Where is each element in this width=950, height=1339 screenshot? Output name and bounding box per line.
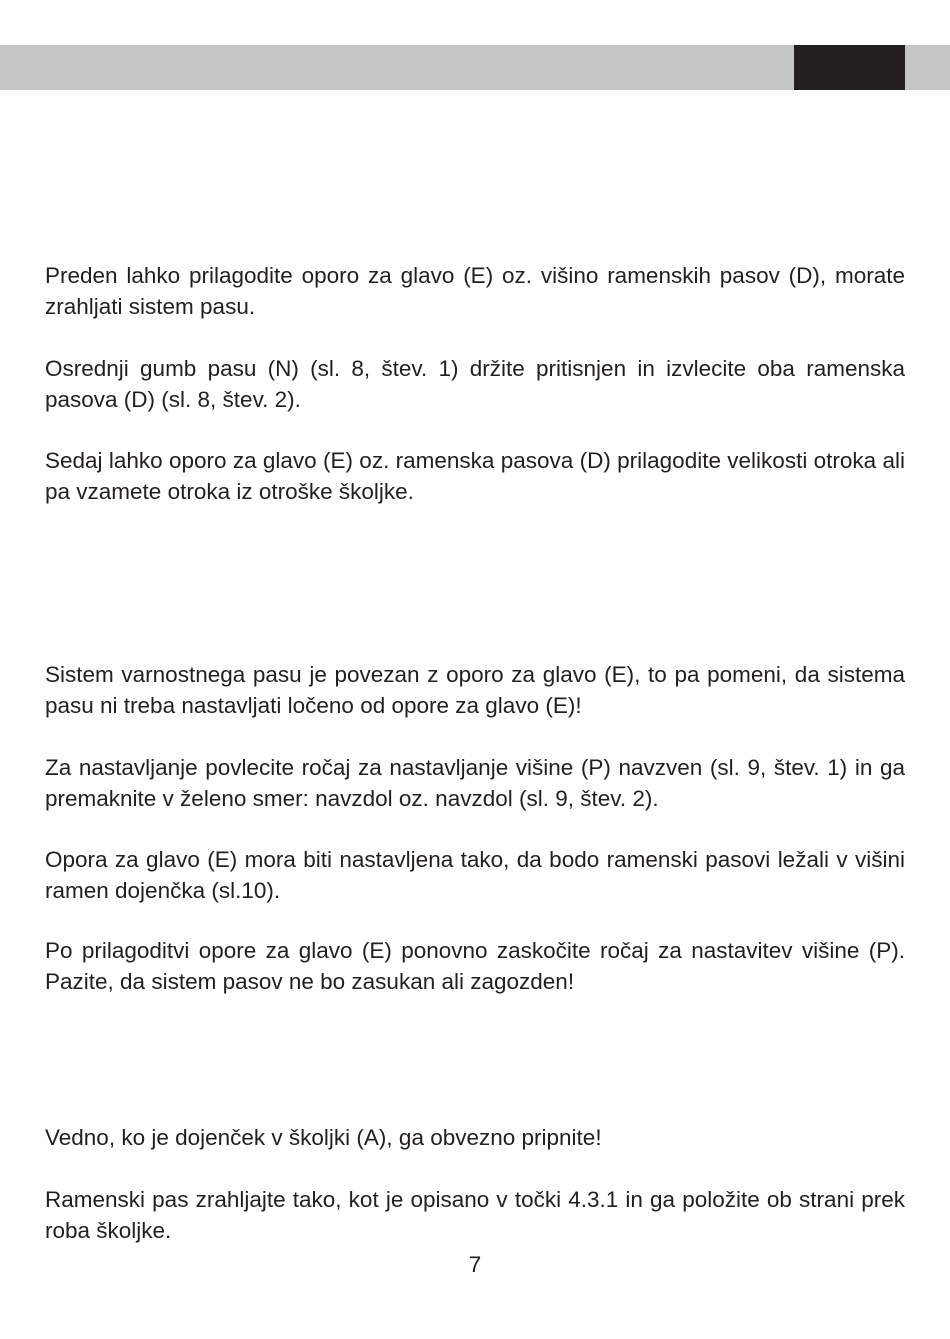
page-number: 7 bbox=[468, 1252, 482, 1277]
paragraph-release-button: Osrednji gumb pasu (N) (sl. 8, štev. 1) držite pritisnjen in izvlecite oba ramenska pasova (D) (sl. 8, štev. 2). bbox=[45, 356, 905, 412]
paragraph-always-buckle: Vedno, ko je dojenček v školjki (A), ga obvezno pripnite! bbox=[45, 1125, 602, 1150]
paragraph-adjust-size: Sedaj lahko oporo za glavo (E) oz. ramenska pasova (D) prilagodite velikosti otroka ali pa vzamete otroka iz otroške školjke. bbox=[45, 448, 905, 504]
header-tab-block bbox=[794, 45, 905, 90]
paragraph-harness-linked: Sistem varnostnega pasu je povezan z oporo za glavo (E), to pa pomeni, da sistema pasu ni treba nastavljati ločeno od opore za glavo (E)! bbox=[45, 662, 905, 718]
paragraph-adjust-intro: Preden lahko prilagodite oporo za glavo (E) oz. višino ramenskih pasov (D), morate zrahljati sistem pasu. bbox=[45, 263, 905, 319]
paragraph-lock-handle: Po prilagoditvi opore za glavo (E) ponovno zaskočite ročaj za nastavitev višine (P). Pazite, da sistem pasov ne bo zasukan ali zagozden! bbox=[45, 938, 905, 994]
paragraph-shoulder-height: Opora za glavo (E) mora biti nastavljena tako, da bodo ramenski pasovi ležali v višini ramen dojenčka (sl.10). bbox=[45, 847, 905, 903]
paragraph-loosen-belt: Ramenski pas zrahljajte tako, kot je opisano v točki 4.3.1 in ga položite ob strani prek roba školjke. bbox=[45, 1187, 905, 1243]
paragraph-height-handle: Za nastavljanje povlecite ročaj za nastavljanje višine (P) navzven (sl. 9, štev. 1) in ga premaknite v želeno smer: navzdol oz. navzdol (sl. 9, štev. 2). bbox=[45, 755, 905, 811]
